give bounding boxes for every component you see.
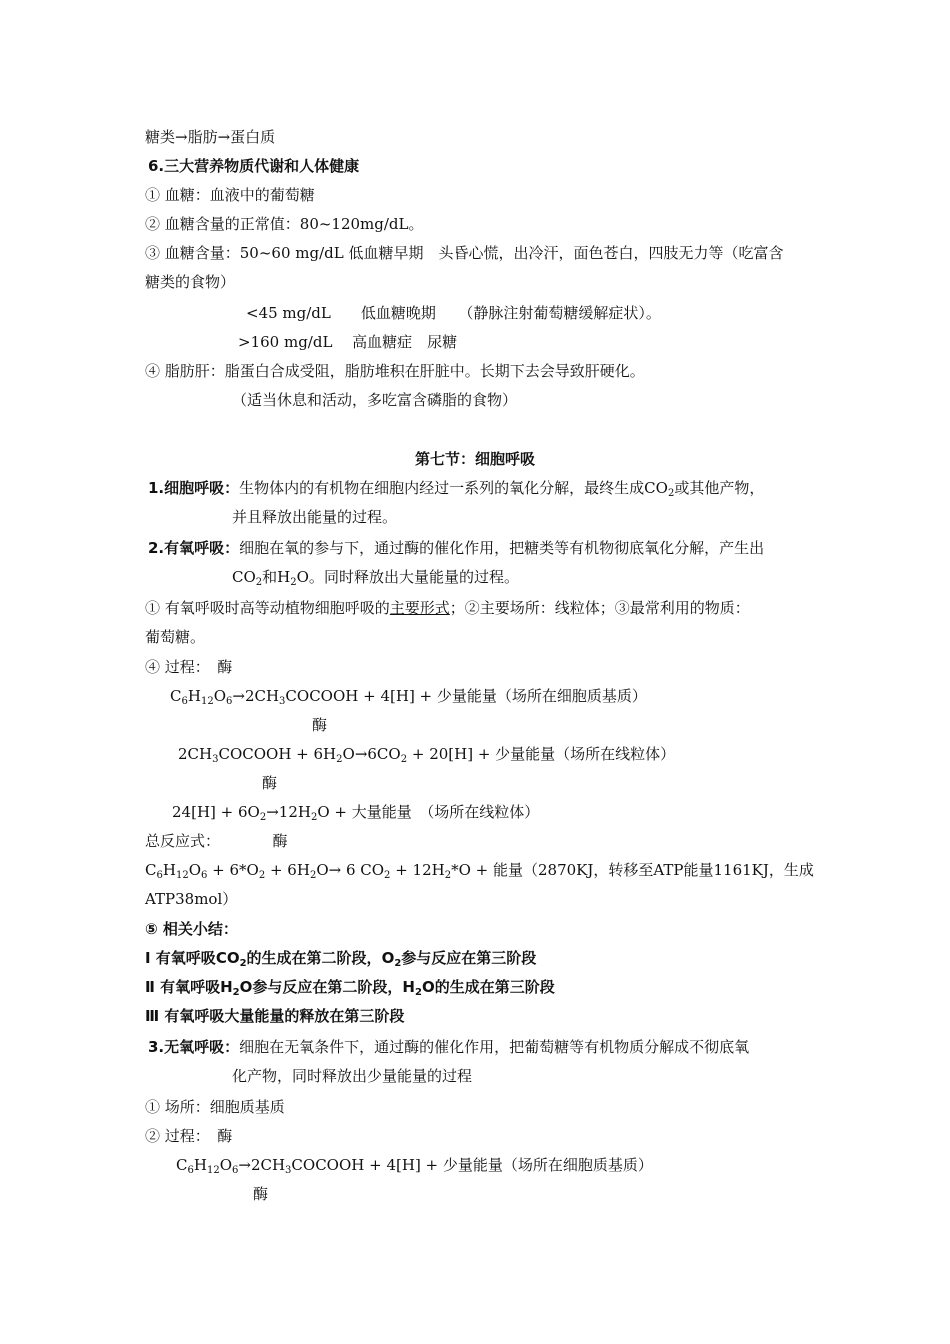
definition-text: 同时释放出大量能量的过程。 bbox=[323, 568, 519, 586]
definition-text: 细胞在氧的参与下，通过酶的催化作用，把糖类等有机物彻底氧化分解，产生出 bbox=[239, 539, 765, 557]
text-span: Ⅱ 有氧呼吸 bbox=[145, 978, 221, 996]
text-line: ④ 脂肪肝：脂蛋白合成受阻，脂肪堆积在肝脏中。长期下去会导致肝硬化。 bbox=[145, 362, 645, 380]
formula: $CO_2$ bbox=[215, 949, 247, 969]
text-line bbox=[148, 538, 764, 558]
text-line: ③ 血糖含量：50~60 mg/dL 低血糖早期 头昏心慌，出冷汗，面色苍白，四肢无力等（吃富含 bbox=[145, 244, 784, 262]
text-line: ① 血糖：血液中的葡萄糖 bbox=[145, 186, 315, 204]
text-line: 化产物，同时释放出少量能量的过程 bbox=[232, 1067, 473, 1085]
text-line bbox=[148, 1037, 749, 1057]
text-line bbox=[145, 598, 750, 618]
enzyme-label: 酶 bbox=[262, 774, 278, 792]
text-line: ② 血糖含量的正常值：80~120mg/dL。 bbox=[145, 215, 424, 233]
text-line: >160 mg/dL 高血糖症 尿糖 bbox=[238, 333, 458, 351]
equation-text: + 4[H] + 少量能量（场所在细胞质基质） bbox=[369, 1156, 653, 1174]
enzyme-label: 酶 bbox=[253, 1185, 269, 1203]
equation-line bbox=[178, 744, 675, 764]
formula: $O_2$ bbox=[381, 949, 402, 969]
summary-line bbox=[145, 948, 536, 968]
equation-line bbox=[145, 860, 814, 880]
formula: $C_6H_{12}O_6\to 2CH_3COCOOH$ bbox=[170, 687, 364, 707]
text-line: 葡萄糖。 bbox=[145, 628, 206, 646]
formula: $H_2O$ bbox=[402, 978, 435, 998]
formula: $CO_2$和$H_2O$。 bbox=[232, 568, 324, 588]
text-line bbox=[232, 567, 519, 587]
text-span: 的生成在第三阶段 bbox=[434, 978, 555, 996]
underlined-term: 主要形式 bbox=[389, 599, 450, 617]
text-line: 总反应式： 酶 bbox=[145, 832, 288, 850]
text-line: ① 场所：细胞质基质 bbox=[145, 1098, 285, 1116]
text-line: （适当休息和活动，多吃富含磷脂的食物） bbox=[232, 391, 518, 409]
formula: $2CH_3COCOOH + 6H_2O\to 6CO_2$ bbox=[178, 745, 408, 765]
formula: $CO_2$ bbox=[644, 479, 675, 499]
equation-text: + 20[H] + 少量能量（场所在线粒体） bbox=[411, 745, 676, 763]
equation-line bbox=[170, 686, 647, 706]
term-label: 2.有氧呼吸： bbox=[148, 539, 240, 557]
text-line: <45 mg/dL 低血糖晚期 （静脉注射葡萄糖缓解症状）。 bbox=[246, 304, 661, 322]
chapter-title: 第七节：细胞呼吸 bbox=[414, 450, 535, 468]
text-span: ① 有氧呼吸时高等动植物细胞呼吸的 bbox=[145, 599, 390, 617]
text-line: 糖类的食物） bbox=[145, 273, 236, 291]
summary-line: Ⅲ 有氧呼吸大量能量的释放在第三阶段 bbox=[145, 1007, 405, 1025]
text-span: 参与反应在第二阶段， bbox=[252, 978, 403, 996]
text-span: ；②主要场所：线粒体；③最常利用的物质： bbox=[449, 599, 750, 617]
formula: $24[H] + 6O_2\to 12H_2O$ bbox=[172, 803, 335, 823]
definition-text: 或其他产物， bbox=[674, 479, 765, 497]
term-label: 3.无氧呼吸： bbox=[148, 1038, 240, 1056]
text-line: ② 过程： 酶 bbox=[145, 1127, 233, 1145]
text-line: ④ 过程： 酶 bbox=[145, 658, 233, 676]
text-line: ATP38mol） bbox=[145, 890, 238, 908]
text-span: 的生成在第二阶段， bbox=[246, 949, 382, 967]
formula: $C_6H_{12}O_6 + 6*O_2 + 6H_2O\to 6$ $CO_2 + 12H_2*O$ bbox=[145, 861, 476, 881]
equation-line bbox=[176, 1155, 653, 1175]
enzyme-label: 酶 bbox=[312, 716, 328, 734]
summary-line bbox=[145, 977, 555, 997]
text-line: 并且释放出能量的过程。 bbox=[232, 508, 398, 526]
text-line: 糖类→脂肪→蛋白质 bbox=[145, 128, 276, 146]
equation-text: + 4[H] + 少量能量（场所在细胞质基质） bbox=[363, 687, 647, 705]
section-heading: 6.三大营养物质代谢和人体健康 bbox=[148, 157, 360, 175]
summary-heading: ⑤ 相关小结： bbox=[145, 920, 238, 938]
equation-line bbox=[172, 802, 539, 822]
formula: $C_6H_{12}O_6\to 2CH_3COCOOH$ bbox=[176, 1156, 370, 1176]
term-label: 1.细胞呼吸： bbox=[148, 479, 240, 497]
definition-text: 生物体内的有机物在细胞内经过一系列的氧化分解，最终生成 bbox=[239, 479, 645, 497]
formula: $H_2O$ bbox=[220, 978, 253, 998]
text-span: Ⅰ 有氧呼吸 bbox=[145, 949, 216, 967]
text-line bbox=[148, 478, 764, 498]
equation-text: + 大量能量 （场所在线粒体） bbox=[334, 803, 540, 821]
text-span: 参与反应在第三阶段 bbox=[401, 949, 537, 967]
equation-text: + 能量（2870KJ，转移至ATP能量1161KJ，生成 bbox=[475, 861, 814, 879]
definition-text: 细胞在无氧条件下，通过酶的催化作用，把葡萄糖等有机物质分解成不彻底氧 bbox=[239, 1038, 750, 1056]
